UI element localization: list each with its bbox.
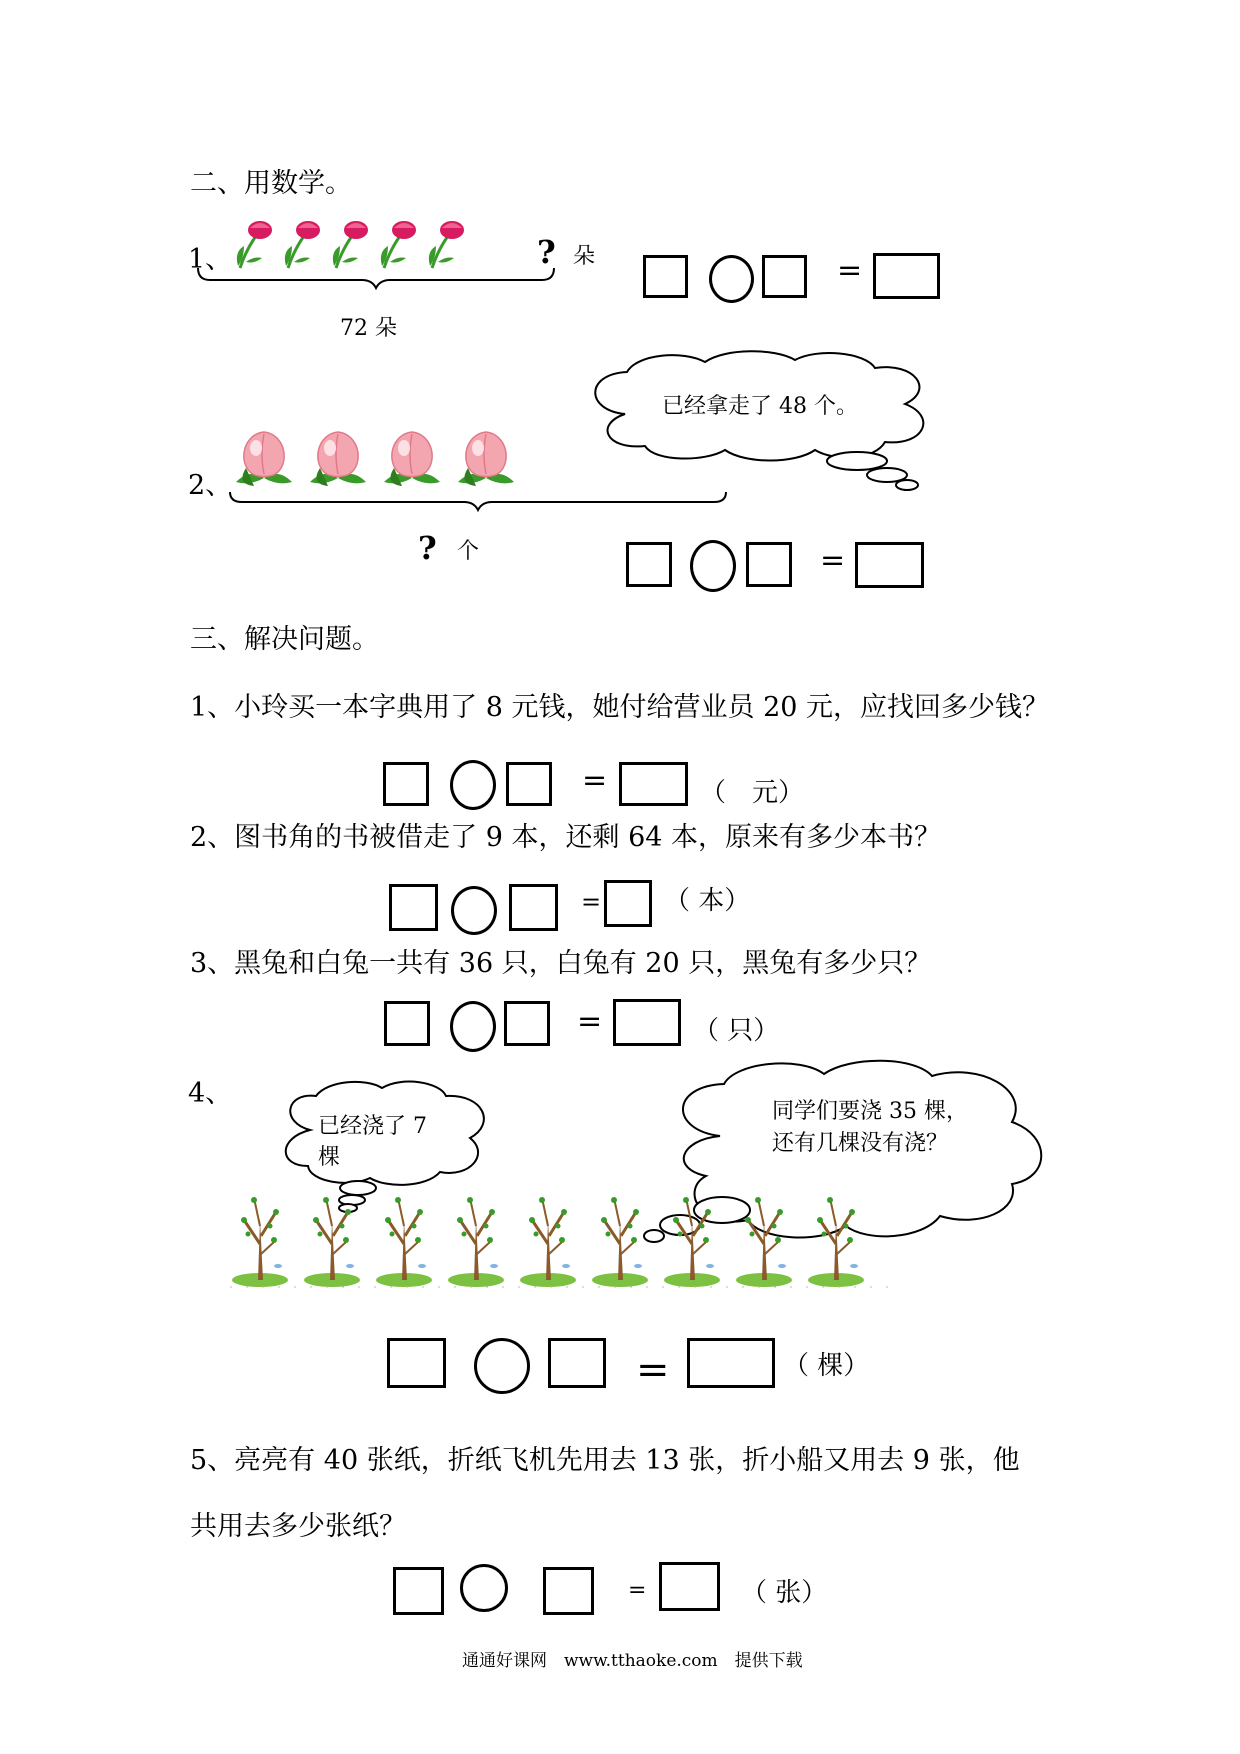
- problem-2-label: 2、: [188, 470, 233, 501]
- q2-box-a[interactable]: [389, 884, 438, 931]
- q5-unit-zhang: （ 张）: [741, 1578, 828, 1608]
- q3-equals: =: [577, 1004, 603, 1039]
- q1-box-result[interactable]: [619, 762, 688, 806]
- q5-box-b[interactable]: [543, 1567, 594, 1615]
- q4-unit-ke: （ 棵）: [783, 1351, 870, 1381]
- question-1-text: 1、小玲买一本字典用了 8 元钱，她付给营业员 20 元，应找回多少钱？: [190, 692, 1050, 723]
- q4-equals: =: [636, 1347, 670, 1393]
- answer-box-2c[interactable]: [855, 542, 924, 588]
- q3-box-a[interactable]: [384, 1001, 430, 1046]
- q5-box-a[interactable]: [393, 1567, 444, 1615]
- cloud-right-text: 同学们要浇 35 棵，还有几棵没有浇？: [772, 1099, 968, 1156]
- q2-box-b[interactable]: [509, 884, 558, 931]
- q1-box-b[interactable]: [506, 762, 552, 806]
- equals-sign-2: =: [820, 543, 846, 578]
- section-3-title: 三、解决问题。: [190, 624, 379, 655]
- q3-box-result[interactable]: [613, 999, 681, 1046]
- q3-operator-circle[interactable]: [450, 1001, 496, 1052]
- question-mark-2: ?: [418, 529, 437, 567]
- answer-box-1c[interactable]: [873, 253, 940, 299]
- q2-box-result[interactable]: [604, 880, 652, 927]
- unit-duo-label: 朵: [573, 244, 596, 269]
- answer-box-2b[interactable]: [746, 542, 792, 587]
- brace-2: [228, 490, 728, 514]
- q4-box-result[interactable]: [687, 1338, 775, 1388]
- q4-box-b[interactable]: [548, 1338, 606, 1388]
- answer-box-1b[interactable]: [762, 255, 807, 298]
- problem-1-label: 1、: [188, 244, 233, 275]
- footer-source: 通通好课网 www.tthaoke.com 提供下载: [462, 1651, 803, 1671]
- q3-box-b[interactable]: [504, 1001, 550, 1046]
- q2-operator-circle[interactable]: [451, 886, 497, 935]
- cloud-text-48: 已经拿走了 48 个。: [662, 394, 858, 419]
- question-3-text: 3、黑兔和白兔一共有 36 只，白兔有 20 只，黑兔有多少只？: [190, 948, 932, 979]
- question-5-line2: 共用去多少张纸？: [190, 1511, 406, 1542]
- question-2-text: 2、图书角的书被借走了 9 本，还剩 64 本，原来有多少本书？: [190, 822, 942, 853]
- unit-ge-label: 个: [457, 539, 480, 564]
- brace-1: [196, 266, 556, 290]
- answer-box-2a[interactable]: [626, 542, 672, 587]
- question-mark-1: ?: [537, 233, 556, 271]
- q1-operator-circle[interactable]: [450, 760, 496, 810]
- question-4-label: 4、: [188, 1078, 233, 1109]
- section-2-title: 二、用数学。: [190, 168, 352, 199]
- q1-unit-yuan: （ 元）: [700, 778, 805, 808]
- peach-row-image: [232, 424, 532, 494]
- answer-box-1a[interactable]: [643, 255, 688, 298]
- total-72-label: 72 朵: [340, 316, 397, 341]
- equals-sign-1: =: [837, 253, 863, 288]
- q1-box-a[interactable]: [383, 762, 429, 806]
- q2-unit-ben: （ 本）: [664, 886, 751, 916]
- q2-equals: =: [581, 888, 602, 916]
- operator-circle-1[interactable]: [709, 255, 754, 303]
- cloud-left-text: 已经浇了 7 棵: [318, 1114, 427, 1170]
- q5-operator-circle[interactable]: [460, 1564, 508, 1612]
- q4-operator-circle[interactable]: [474, 1338, 530, 1394]
- question-5-line1: 5、亮亮有 40 张纸，折纸飞机先用去 13 张，折小船又用去 9 张，他: [190, 1445, 1020, 1476]
- q3-unit-zhi: （ 只）: [693, 1016, 780, 1046]
- tulip-row-image: [232, 218, 482, 270]
- operator-circle-2[interactable]: [690, 540, 736, 592]
- q4-box-a[interactable]: [387, 1338, 446, 1388]
- q5-equals: =: [628, 1578, 647, 1603]
- q5-box-result[interactable]: [659, 1562, 720, 1611]
- tree-row-image: [230, 1190, 890, 1290]
- q1-equals: =: [582, 763, 608, 798]
